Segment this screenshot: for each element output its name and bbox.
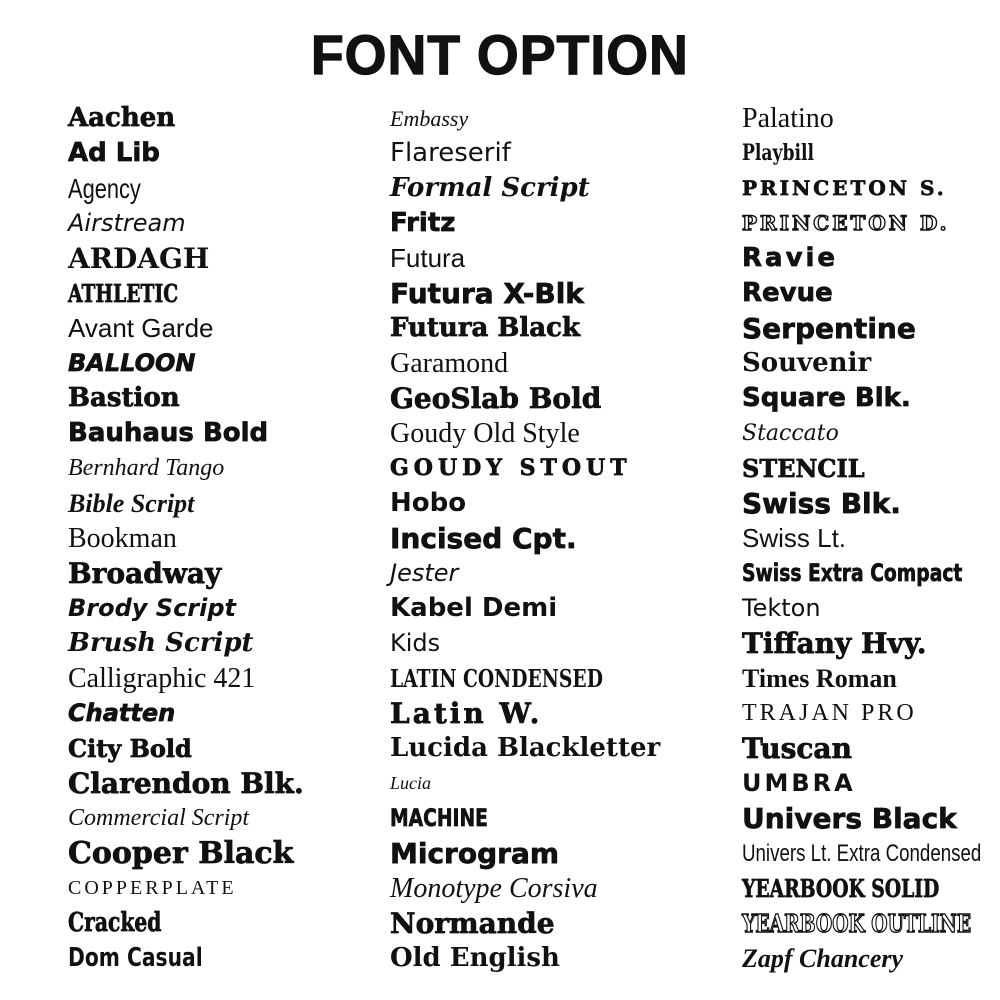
font-column-left bbox=[0, 100, 390, 975]
font-sample-garamond bbox=[390, 345, 742, 380]
font-sample-label: Swiss Blk. bbox=[742, 486, 901, 520]
font-sample-serpentine bbox=[742, 310, 1000, 345]
font-sample-label: Dom Casual bbox=[68, 942, 203, 973]
font-sample-label: Embassy bbox=[390, 105, 469, 131]
font-sample-bauhaus-bold bbox=[68, 415, 390, 450]
font-sample-label: PRINCETON D. bbox=[742, 210, 950, 235]
font-sample-label: Futura X-Blk bbox=[390, 276, 584, 310]
font-sample-commercial-script bbox=[68, 800, 390, 835]
font-sample-label: GeoSlab Bold bbox=[390, 381, 602, 415]
font-sample-fritz bbox=[390, 205, 742, 240]
font-sample-label: Playbill bbox=[742, 139, 815, 166]
font-sample-princeton-d bbox=[742, 205, 1000, 240]
font-sample-label: ATHLETIC bbox=[68, 278, 179, 308]
font-sample-times-roman bbox=[742, 660, 1000, 695]
font-sample-label: Goudy Old Style bbox=[390, 417, 580, 449]
font-sample-label: Tekton bbox=[742, 593, 821, 622]
font-sample-tekton bbox=[742, 590, 1000, 625]
font-columns bbox=[0, 100, 1000, 975]
font-sample-label: Brush Script bbox=[68, 627, 254, 658]
font-sample-latin-w bbox=[390, 695, 742, 730]
font-sample-label: Times Roman bbox=[742, 663, 897, 693]
font-sample-label: Broadway bbox=[68, 556, 222, 590]
font-sample-microgram bbox=[390, 835, 742, 870]
font-sample-goudy-stout bbox=[390, 450, 742, 485]
font-sample-label: Latin W. bbox=[390, 696, 543, 730]
font-sample-futura-black bbox=[390, 310, 742, 345]
font-sample-label: Futura Black bbox=[390, 312, 580, 343]
font-sample-stencil bbox=[742, 450, 1000, 485]
font-sample-normande bbox=[390, 905, 742, 940]
font-sample-copperplate bbox=[68, 870, 390, 905]
font-sample-brody-script bbox=[68, 590, 390, 625]
font-sample-label: Garamond bbox=[390, 347, 509, 379]
font-sample-label: Commercial Script bbox=[68, 804, 250, 831]
font-sample-label: Agency bbox=[68, 172, 141, 204]
font-sample-swiss-blk bbox=[742, 485, 1000, 520]
font-sample-broadway bbox=[68, 555, 390, 590]
font-sample-label: Tiffany Hvy. bbox=[742, 626, 927, 660]
font-sample-old-english bbox=[390, 940, 742, 975]
font-sample-revue bbox=[742, 275, 1000, 310]
font-sample-label: YEARBOOK SOLID bbox=[742, 873, 940, 903]
font-sample-label: Cooper Black bbox=[68, 835, 294, 871]
font-sample-staccato bbox=[742, 415, 1000, 450]
font-sample-label: Zapf Chancery bbox=[742, 943, 904, 973]
font-sample-label: Palatino bbox=[742, 102, 834, 134]
font-sample-label: Staccato bbox=[742, 420, 839, 446]
font-sample-ravie bbox=[742, 240, 1000, 275]
font-sample-label: Cracked bbox=[68, 907, 162, 938]
font-sample-label: Swiss Extra Compact bbox=[742, 558, 963, 587]
font-sample-athletic bbox=[68, 275, 390, 310]
font-sample-trajan-pro bbox=[742, 695, 1000, 730]
font-sample-chatten bbox=[68, 695, 390, 730]
font-sample-label: COPPERPLATE bbox=[68, 876, 237, 899]
font-sample-label: Lucia bbox=[390, 772, 432, 793]
font-sample-label: Aachen bbox=[68, 102, 176, 133]
font-sample-label: LATIN CONDENSED bbox=[390, 663, 603, 693]
font-sample-balloon bbox=[68, 345, 390, 380]
font-sample-geoslab-bold bbox=[390, 380, 742, 415]
font-sample-souvenir bbox=[742, 345, 1000, 380]
font-sample-swiss-extra-compact bbox=[742, 555, 1000, 590]
font-sample-tuscan bbox=[742, 730, 1000, 765]
font-sample-label: ARDAGH bbox=[68, 241, 210, 275]
font-sample-label: PRINCETON S. bbox=[742, 175, 947, 200]
font-sample-clarendon-blk bbox=[68, 765, 390, 800]
font-sample-swiss-lt bbox=[742, 520, 1000, 555]
font-sample-label: Ravie bbox=[742, 242, 839, 273]
page-title: FONT OPTION bbox=[311, 23, 689, 86]
font-sample-label: Hobo bbox=[390, 487, 467, 518]
font-sample-city-bold bbox=[68, 730, 390, 765]
font-sample-yearbook-solid bbox=[742, 870, 1000, 905]
font-sample-label: Bookman bbox=[68, 522, 177, 554]
font-sample-label: Univers Black bbox=[742, 801, 957, 835]
font-sample-princeton-s bbox=[742, 170, 1000, 205]
font-sample-label: Avant Garde bbox=[68, 312, 214, 343]
font-sample-label: Clarendon Blk. bbox=[68, 766, 304, 800]
font-sample-label: Souvenir bbox=[742, 347, 872, 378]
font-sample-agency bbox=[68, 170, 390, 205]
font-sample-label: Incised Cpt. bbox=[390, 521, 577, 555]
font-sample-calligraphic-421 bbox=[68, 660, 390, 695]
font-column-right bbox=[742, 100, 1000, 975]
font-sample-label: Ad Lib bbox=[68, 137, 160, 168]
font-sample-flareserif bbox=[390, 135, 742, 170]
font-sample-airstream bbox=[68, 205, 390, 240]
font-sample-kids bbox=[390, 625, 742, 660]
font-sample-label: Swiss Lt. bbox=[742, 522, 847, 553]
font-sample-bible-script bbox=[68, 485, 390, 520]
font-sample-label: STENCIL bbox=[742, 453, 865, 483]
font-sample-label: Kabel Demi bbox=[390, 592, 558, 623]
font-sample-label: Old English bbox=[390, 942, 560, 973]
font-sample-label: Fritz bbox=[390, 207, 456, 238]
font-sample-lucida-blackletter bbox=[390, 730, 742, 765]
font-sample-ad-lib bbox=[68, 135, 390, 170]
font-sample-bookman bbox=[68, 520, 390, 555]
font-sample-hobo bbox=[390, 485, 742, 520]
font-column-middle bbox=[390, 100, 742, 975]
font-sample-label: GOUDY STOUT bbox=[390, 454, 632, 481]
font-sample-bernhard-tango bbox=[68, 450, 390, 485]
font-sample-label: Bastion bbox=[68, 382, 180, 413]
font-sample-avant-garde bbox=[68, 310, 390, 345]
font-sample-goudy-old-style bbox=[390, 415, 742, 450]
font-sample-lucia bbox=[390, 765, 742, 800]
font-sample-zapf-chancery bbox=[742, 940, 1000, 975]
font-sample-incised-cpt bbox=[390, 520, 742, 555]
font-sample-label: Monotype Corsiva bbox=[390, 872, 598, 904]
font-sample-label: Chatten bbox=[68, 698, 176, 727]
font-sample-univers-lt-extra-condensed bbox=[742, 835, 1000, 870]
font-sample-label: Revue bbox=[742, 277, 833, 308]
font-sample-tiffany-hvy bbox=[742, 625, 1000, 660]
font-sample-jester bbox=[390, 555, 742, 590]
font-sample-label: BALLOON bbox=[68, 348, 196, 377]
font-sample-cooper-black bbox=[68, 835, 390, 870]
font-sample-label: Lucida Blackletter bbox=[390, 732, 661, 763]
font-sample-label: UMBRA bbox=[742, 768, 856, 797]
font-sample-yearbook-outline bbox=[742, 905, 1000, 940]
font-sample-aachen bbox=[68, 100, 390, 135]
font-sample-label: Calligraphic 421 bbox=[68, 662, 256, 694]
font-sample-label: Univers Lt. Extra Condensed bbox=[742, 839, 982, 867]
font-sample-label: Bernhard Tango bbox=[68, 454, 225, 481]
font-sample-label: Square Blk. bbox=[742, 382, 911, 413]
font-sample-label: Brody Script bbox=[68, 593, 237, 622]
font-sample-label: Serpentine bbox=[742, 311, 916, 345]
font-sample-brush-script bbox=[68, 625, 390, 660]
font-sample-label: Airstream bbox=[68, 208, 186, 237]
title-bar bbox=[0, 0, 1000, 86]
font-sample-machine bbox=[390, 800, 742, 835]
font-sample-univers-black bbox=[742, 800, 1000, 835]
font-sample-formal-script bbox=[390, 170, 742, 205]
font-sample-label: TRAJAN PRO bbox=[742, 699, 917, 726]
font-sample-embassy bbox=[390, 100, 742, 135]
font-sample-bastion bbox=[68, 380, 390, 415]
font-sample-label: Tuscan bbox=[742, 731, 852, 765]
font-sample-label: YEARBOOK OUTLINE bbox=[742, 908, 972, 938]
font-sample-monotype-corsiva bbox=[390, 870, 742, 905]
font-sample-label: Kids bbox=[390, 628, 441, 657]
font-sample-label: City Bold bbox=[68, 733, 192, 763]
font-sample-cracked bbox=[68, 905, 390, 940]
font-sample-palatino bbox=[742, 100, 1000, 135]
font-sample-umbra bbox=[742, 765, 1000, 800]
font-sample-label: Bible Script bbox=[68, 488, 195, 518]
font-sample-kabel-demi bbox=[390, 590, 742, 625]
font-sample-label: Formal Script bbox=[390, 172, 590, 203]
font-sample-label: Bauhaus Bold bbox=[68, 417, 269, 448]
font-sample-label: Microgram bbox=[390, 836, 560, 870]
font-sample-futura bbox=[390, 240, 742, 275]
font-sample-label: Futura bbox=[390, 242, 466, 273]
font-sample-square-blk bbox=[742, 380, 1000, 415]
font-sample-dom-casual bbox=[68, 940, 390, 975]
font-sample-label: Jester bbox=[390, 558, 459, 587]
font-sample-latin-condensed bbox=[390, 660, 742, 695]
font-sample-label: Normande bbox=[390, 906, 555, 940]
font-sample-futura-x-blk bbox=[390, 275, 742, 310]
font-sample-label: Flareserif bbox=[390, 137, 511, 168]
font-sample-label: MACHINE bbox=[390, 803, 488, 832]
font-sample-ardagh bbox=[68, 240, 390, 275]
font-sample-playbill bbox=[742, 135, 1000, 170]
